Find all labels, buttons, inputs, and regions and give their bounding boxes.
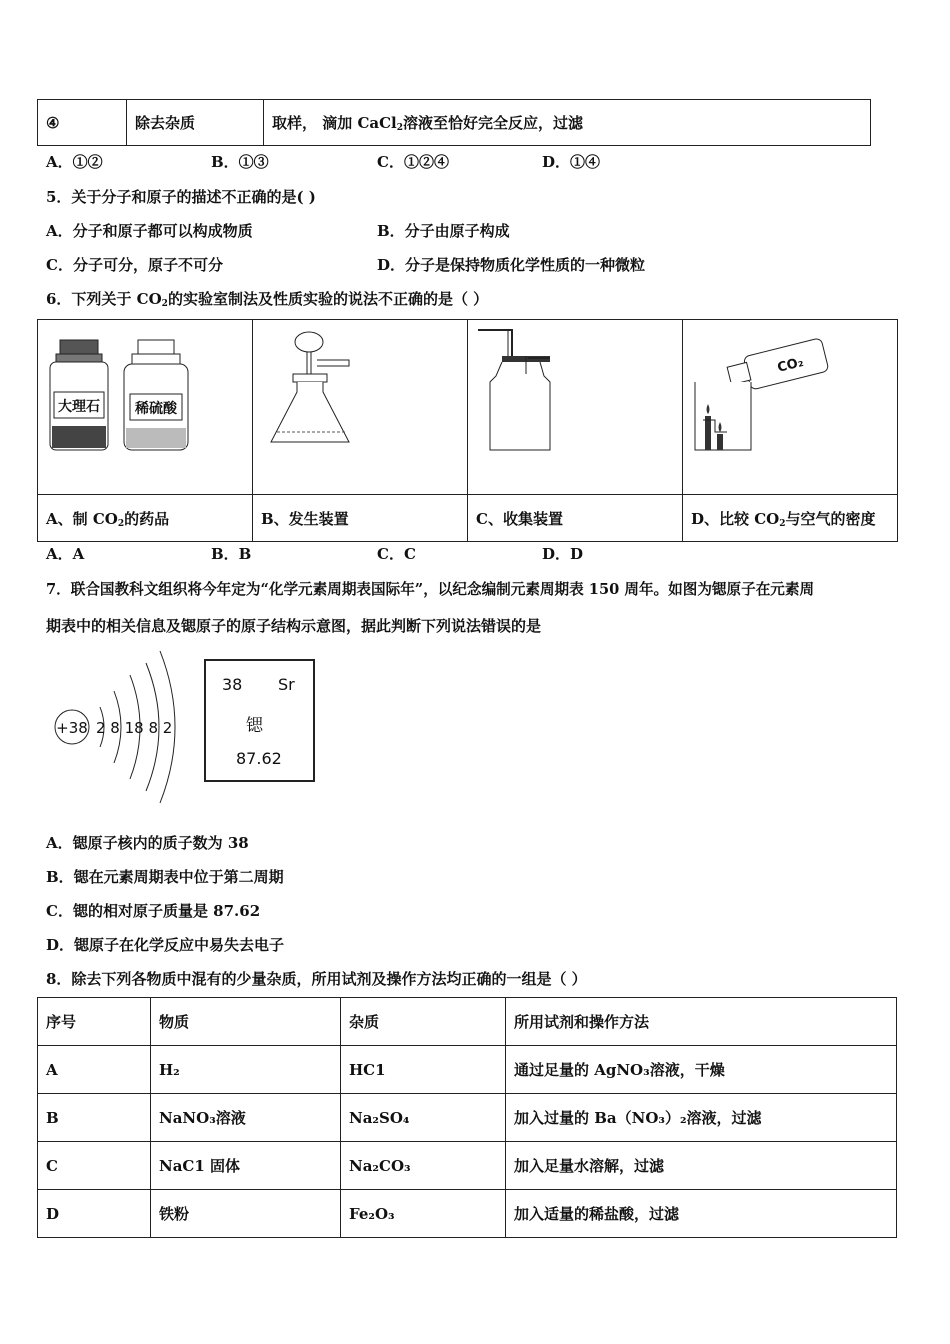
electron-shells: 2 8 18 8 2 xyxy=(96,719,173,737)
jar1-label: 大理石 xyxy=(58,399,100,415)
co2-label: CO₂ xyxy=(776,354,806,376)
row-d-id: D xyxy=(38,1190,151,1238)
row-c-impurity: Na₂CO₃ xyxy=(341,1142,506,1190)
q4-option-d[interactable]: D．①④ xyxy=(542,153,601,171)
caption-a-sub: 2 xyxy=(117,518,125,529)
row-a-impurity: HC1 xyxy=(341,1046,506,1094)
q4-table xyxy=(37,99,871,146)
row-d-method: 加入适量的稀盐酸，过滤 xyxy=(506,1190,897,1238)
q6-option-d[interactable]: D．D xyxy=(542,545,584,563)
element-name: 锶 xyxy=(246,716,263,736)
caption-d-pre: D、比较 CO xyxy=(691,509,780,528)
q6-stem-sub: 2 xyxy=(161,299,168,309)
header-id: 序号 xyxy=(38,998,151,1046)
table-header-row xyxy=(38,998,897,1046)
q8-stem: 8．除去下列各物质中混有的少量杂质，所用试剂及操作方法均正确的一组是（ ） xyxy=(46,970,587,988)
element-number: 38 xyxy=(222,675,243,694)
row-b-substance: NaNO₃溶液 xyxy=(151,1094,341,1142)
header-impurity: 杂质 xyxy=(341,998,506,1046)
row-b-id: B xyxy=(38,1094,151,1142)
table-row xyxy=(38,1142,897,1190)
q5-option-c[interactable]: C．分子可分，原子不可分 xyxy=(46,256,223,274)
table-row xyxy=(38,495,898,542)
row-a-method: 通过足量的 AgNO₃溶液，干燥 xyxy=(506,1046,897,1094)
row-b-impurity: Na₂SO₄ xyxy=(341,1094,506,1142)
row-c-substance: NaC1 固体 xyxy=(151,1142,341,1190)
row-c-method: 加入足量水溶解，过滤 xyxy=(506,1142,897,1190)
caption-b-pre: B、发生装置 xyxy=(261,509,349,528)
q6-image-b xyxy=(253,320,468,495)
q7-stem-line1: 7．联合国教科文组织将今年定为“化学元素周期表国际年”，以纪念编制元素周期表 150 周年。如图为锶原子在元素周 xyxy=(46,581,815,598)
q7-option-b[interactable]: B．锶在元素周期表中位于第二周期 xyxy=(46,868,284,886)
table-row xyxy=(38,1190,897,1238)
q6-stem-post: 的实验室制法及性质实验的说法不正确的是（ ） xyxy=(167,290,489,308)
caption-d-post: 与空气的密度 xyxy=(785,509,876,528)
q6-caption-d xyxy=(683,495,898,542)
q6-stem-pre: 6．下列关于 CO xyxy=(46,290,162,308)
q4-row-number: ④ xyxy=(38,100,127,146)
q5-stem: 5．关于分子和原子的描述不正确的是( ) xyxy=(46,188,316,206)
q8-table xyxy=(37,997,897,1238)
row-a-id: A xyxy=(38,1046,151,1094)
q5-option-a[interactable]: A．分子和原子都可以构成物质 xyxy=(46,222,253,240)
q4-method-pre: 取样， 滴加 CaCl xyxy=(272,114,397,132)
reagent-jars-icon xyxy=(38,320,252,490)
row-d-impurity: Fe₂O₃ xyxy=(341,1190,506,1238)
row-d-substance: 铁粉 xyxy=(151,1190,341,1238)
atomic-structure-diagram xyxy=(48,645,198,805)
q4-method-sub: 2 xyxy=(396,123,404,133)
caption-a-pre: A、制 CO xyxy=(46,509,118,528)
q6-caption-b xyxy=(253,495,468,542)
co2-pour-candles-icon xyxy=(683,320,897,490)
q4-option-a[interactable]: A．①② xyxy=(46,153,103,171)
q5-option-b[interactable]: B．分子由原子构成 xyxy=(377,222,510,240)
q6-figure-table xyxy=(37,319,898,542)
q4-method-post: 溶液至恰好完全反应，过滤 xyxy=(403,114,584,132)
element-symbol: Sr xyxy=(278,675,295,694)
q6-stem xyxy=(46,288,488,309)
table-row xyxy=(38,1046,897,1094)
row-b-method: 加入过量的 Ba（NO₃）₂溶液，过滤 xyxy=(506,1094,897,1142)
element-card xyxy=(204,659,315,782)
q7-option-d[interactable]: D．锶原子在化学反应中易失去电子 xyxy=(46,936,285,954)
q4-option-b[interactable]: B．①③ xyxy=(211,153,269,171)
q6-caption-c xyxy=(468,495,683,542)
q6-option-a[interactable]: A．A xyxy=(46,545,85,563)
table-row xyxy=(38,100,871,146)
q6-image-c xyxy=(468,320,683,495)
q4-row-purpose: 除去杂质 xyxy=(127,100,264,146)
q5-option-d[interactable]: D．分子是保持物质化学性质的一种微粒 xyxy=(377,256,646,274)
jar2-label: 稀硫酸 xyxy=(135,401,177,417)
q6-option-c[interactable]: C．C xyxy=(377,545,416,563)
element-mass: 87.62 xyxy=(236,749,282,768)
row-a-substance: H₂ xyxy=(151,1046,341,1094)
generator-flask-icon xyxy=(253,320,467,490)
q7-option-a[interactable]: A．锶原子核内的质子数为 38 xyxy=(46,834,249,852)
caption-a-post: 的药品 xyxy=(124,509,170,528)
header-substance: 物质 xyxy=(151,998,341,1046)
q4-option-c[interactable]: C．①②④ xyxy=(377,153,449,171)
q6-image-a xyxy=(38,320,253,495)
row-c-id: C xyxy=(38,1142,151,1190)
q6-caption-a xyxy=(38,495,253,542)
q6-option-b[interactable]: B．B xyxy=(211,545,252,563)
q4-row-method xyxy=(264,100,871,146)
header-method: 所用试剂和操作方法 xyxy=(506,998,897,1046)
gas-collection-bottle-icon xyxy=(468,320,682,490)
table-row xyxy=(38,1094,897,1142)
caption-c-pre: C、收集装置 xyxy=(476,509,563,528)
caption-d-sub: 2 xyxy=(779,518,786,529)
table-row xyxy=(38,320,898,495)
q7-stem-line2: 期表中的相关信息及锶原子的原子结构示意图，据此判断下列说法错误的是 xyxy=(46,617,542,635)
q6-image-d xyxy=(683,320,898,495)
q7-option-c[interactable]: C．锶的相对原子质量是 87.62 xyxy=(46,902,261,920)
nucleus-charge: +38 xyxy=(56,719,88,737)
